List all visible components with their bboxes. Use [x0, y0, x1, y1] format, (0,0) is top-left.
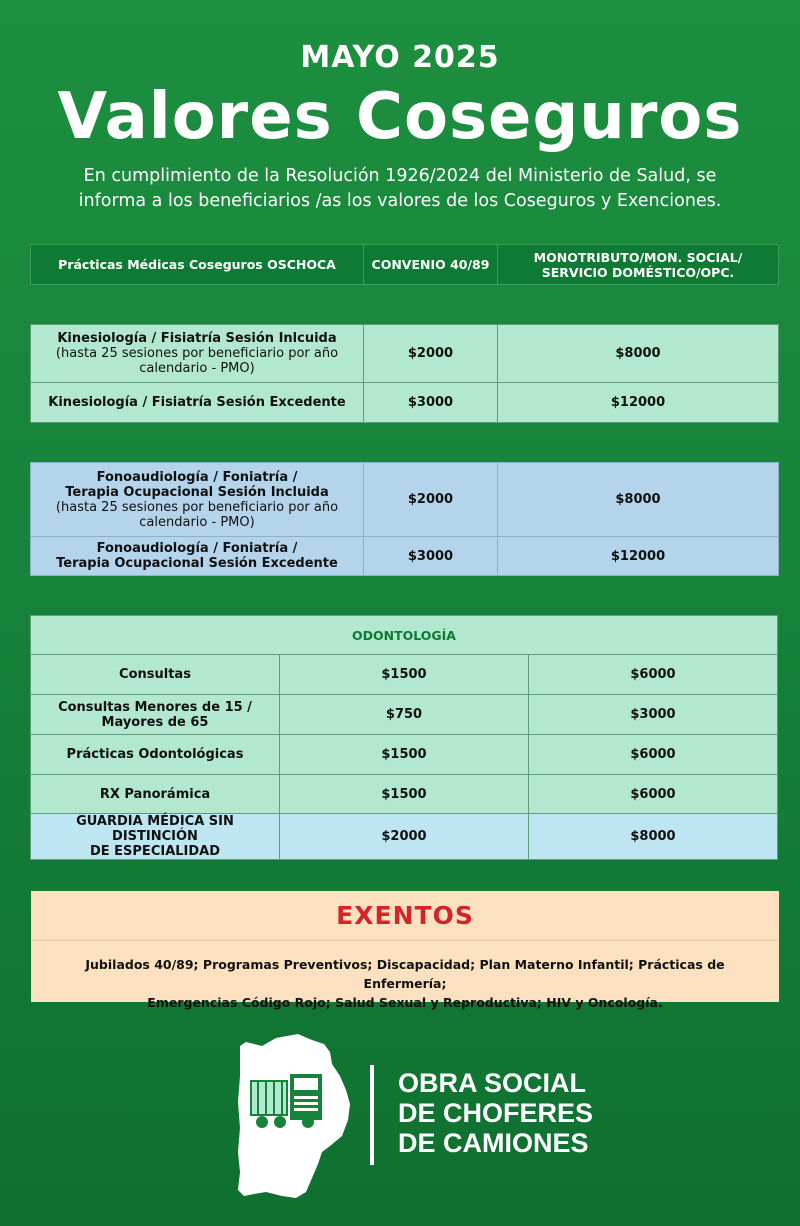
convenio-price: $750 — [280, 695, 529, 735]
practice-cell: Fonoaudiología / Foniatría / Terapia Ocupacional Sesión Excedente — [31, 537, 364, 576]
monotributo-price: $6000 — [529, 655, 778, 695]
odontologia-title-row — [31, 616, 778, 655]
exentos-box — [31, 891, 779, 1010]
practice-cell: Fonoaudiología / Foniatría / Terapia Ocupacional Sesión Incluida (hasta 25 sesiones por beneficiario por año calendario - PMO) — [31, 463, 364, 537]
table-row — [31, 383, 779, 423]
convenio-price: $3000 — [364, 383, 498, 423]
header-table — [30, 244, 779, 285]
table-row — [31, 325, 779, 383]
exentos-title: EXENTOS — [31, 891, 779, 941]
page-title: Valores Coseguros — [57, 80, 743, 154]
table-row — [31, 655, 778, 695]
odontologia-title: ODONTOLOGÍA — [31, 616, 778, 655]
practice-cell: Prácticas Odontológicas — [31, 735, 280, 775]
logo-text: OBRA SOCIAL DE CHOFERES DE CAMIONES — [398, 1068, 594, 1158]
table-row — [31, 537, 779, 576]
convenio-price: $1500 — [280, 775, 529, 814]
monotributo-price: $6000 — [529, 775, 778, 814]
column-header-practice: Prácticas Médicas Coseguros OSCHOCA — [31, 245, 364, 285]
monotributo-price: $12000 — [498, 537, 779, 576]
convenio-price: $2000 — [364, 463, 498, 537]
exentos-text: Jubilados 40/89; Programas Preventivos; Discapacidad; Plan Materno Infantil; Prácticas de Enfermería; Emergencias Código Rojo; Salud Sexual y Reproductiva; HIV y Oncología. — [85, 957, 725, 1010]
kinesiologia-table — [30, 324, 779, 423]
practice-cell: Consultas Menores de 15 / Mayores de 65 — [31, 695, 280, 735]
table-row — [31, 463, 779, 537]
convenio-price: $2000 — [280, 814, 529, 860]
convenio-price: $2000 — [364, 325, 498, 383]
table-row — [31, 695, 778, 735]
month-title: MAYO 2025 — [300, 40, 500, 75]
intro-line-1: En cumplimiento de la Resolución 1926/2024 del Ministerio de Salud, se — [83, 166, 717, 186]
table-row — [31, 735, 778, 775]
monotributo-price: $6000 — [529, 735, 778, 775]
table-row — [31, 775, 778, 814]
monotributo-price: $8000 — [498, 325, 779, 383]
practice-cell: Kinesiología / Fisiatría Sesión Excedente — [31, 383, 364, 423]
convenio-price: $1500 — [280, 655, 529, 695]
intro-text — [40, 164, 760, 214]
convenio-price: $1500 — [280, 735, 529, 775]
monotributo-price: $8000 — [498, 463, 779, 537]
column-header-convenio: CONVENIO 40/89 — [364, 245, 498, 285]
monotributo-price: $12000 — [498, 383, 779, 423]
monotributo-price: $8000 — [529, 814, 778, 860]
practice-cell: GUARDIA MÉDICA SIN DISTINCIÓN DE ESPECIALIDAD — [31, 814, 280, 860]
buenos-aires-map-logo-icon — [232, 1032, 352, 1200]
logo-divider — [370, 1065, 374, 1165]
practice-cell: RX Panorámica — [31, 775, 280, 814]
practice-cell: Consultas — [31, 655, 280, 695]
practice-cell: Kinesiología / Fisiatría Sesión Inlcuida (hasta 25 sesiones por beneficiario por año calendario - PMO) — [31, 325, 364, 383]
intro-line-2: informa a los beneficiarios /as los valores de los Coseguros y Exenciones. — [78, 191, 722, 211]
column-header-monotributo: MONOTRIBUTO/MON. SOCIAL/ SERVICIO DOMÉSTICO/OPC. — [498, 245, 779, 285]
odontologia-table — [30, 615, 778, 860]
guardia-row — [31, 814, 778, 860]
fonoaudiologia-table — [30, 462, 779, 576]
convenio-price: $3000 — [364, 537, 498, 576]
monotributo-price: $3000 — [529, 695, 778, 735]
